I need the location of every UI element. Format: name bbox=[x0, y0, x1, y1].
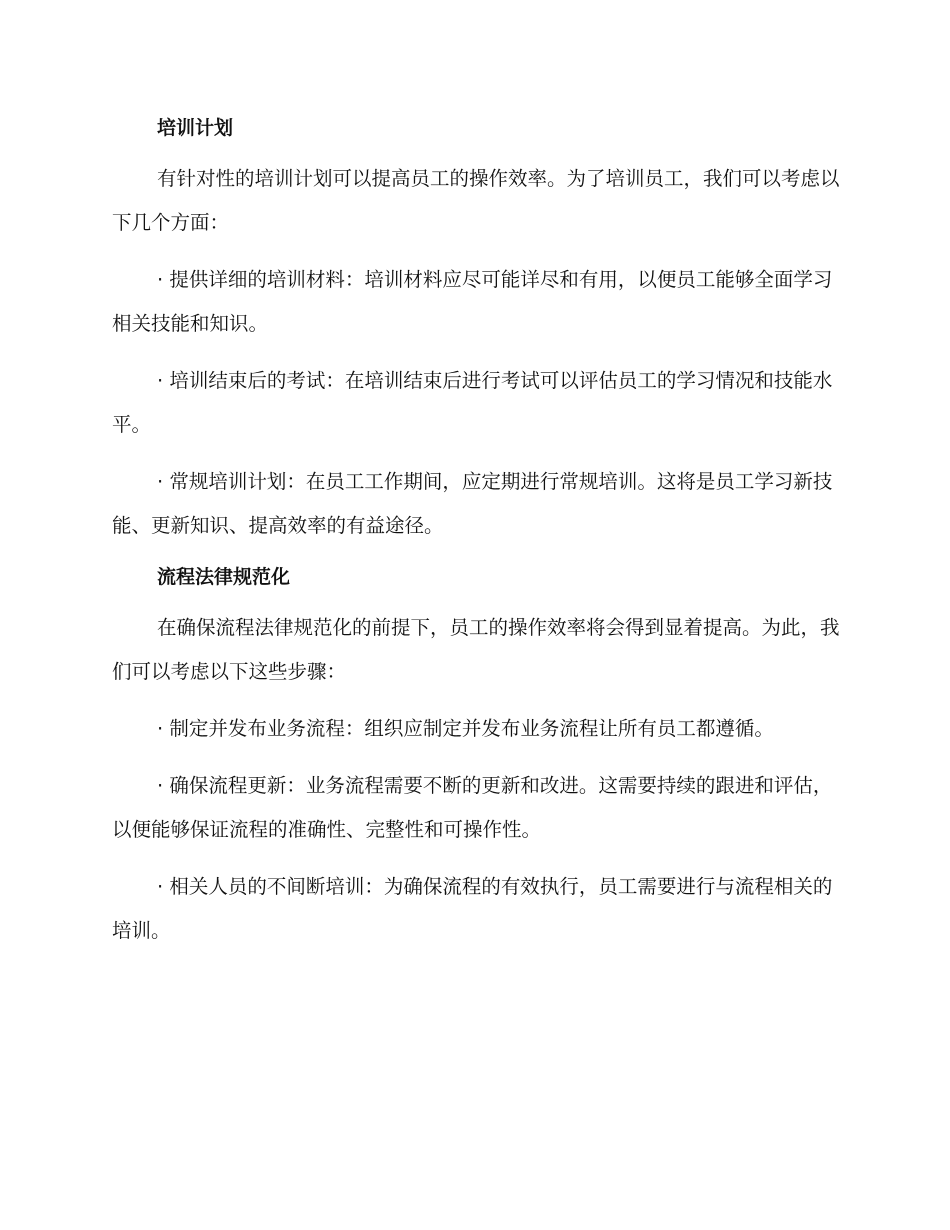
bullet-regular-training: · 常规培训计划：在员工工作期间，应定期进行常规培训。这将是员工学习新技能、更新知识、提高效率的有益途径。 bbox=[112, 470, 833, 537]
bullet-continuous-training: · 相关人员的不间断培训：为确保流程的有效执行，员工需要进行与流程相关的培训。 bbox=[112, 875, 833, 942]
section-intro-training: 有针对性的培训计划可以提高员工的操作效率。为了培训员工，我们可以考虑以下几个方面： bbox=[112, 167, 840, 234]
section-intro-process: 在确保流程法律规范化的前提下，员工的操作效率将会得到显着提高。为此，我们可以考虑以下这些步骤： bbox=[112, 616, 840, 683]
section-heading-process: 流程法律规范化 bbox=[157, 566, 291, 588]
bullet-training-exam: · 培训结束后的考试：在培训结束后进行考试可以评估员工的学习情况和技能水平。 bbox=[112, 369, 833, 436]
bullet-update-process: · 确保流程更新：业务流程需要不断的更新和改进。这需要持续的跟进和评估，以便能够保证流程的准确性、完整性和可操作性。 bbox=[112, 774, 833, 841]
bullet-publish-process: · 制定并发布业务流程：组织应制定并发布业务流程让所有员工都遵循。 bbox=[157, 717, 774, 740]
section-heading-training: 培训计划 bbox=[157, 117, 234, 139]
bullet-training-materials: · 提供详细的培训材料：培训材料应尽可能详尽和有用，以便员工能够全面学习相关技能和知识。 bbox=[112, 268, 833, 335]
